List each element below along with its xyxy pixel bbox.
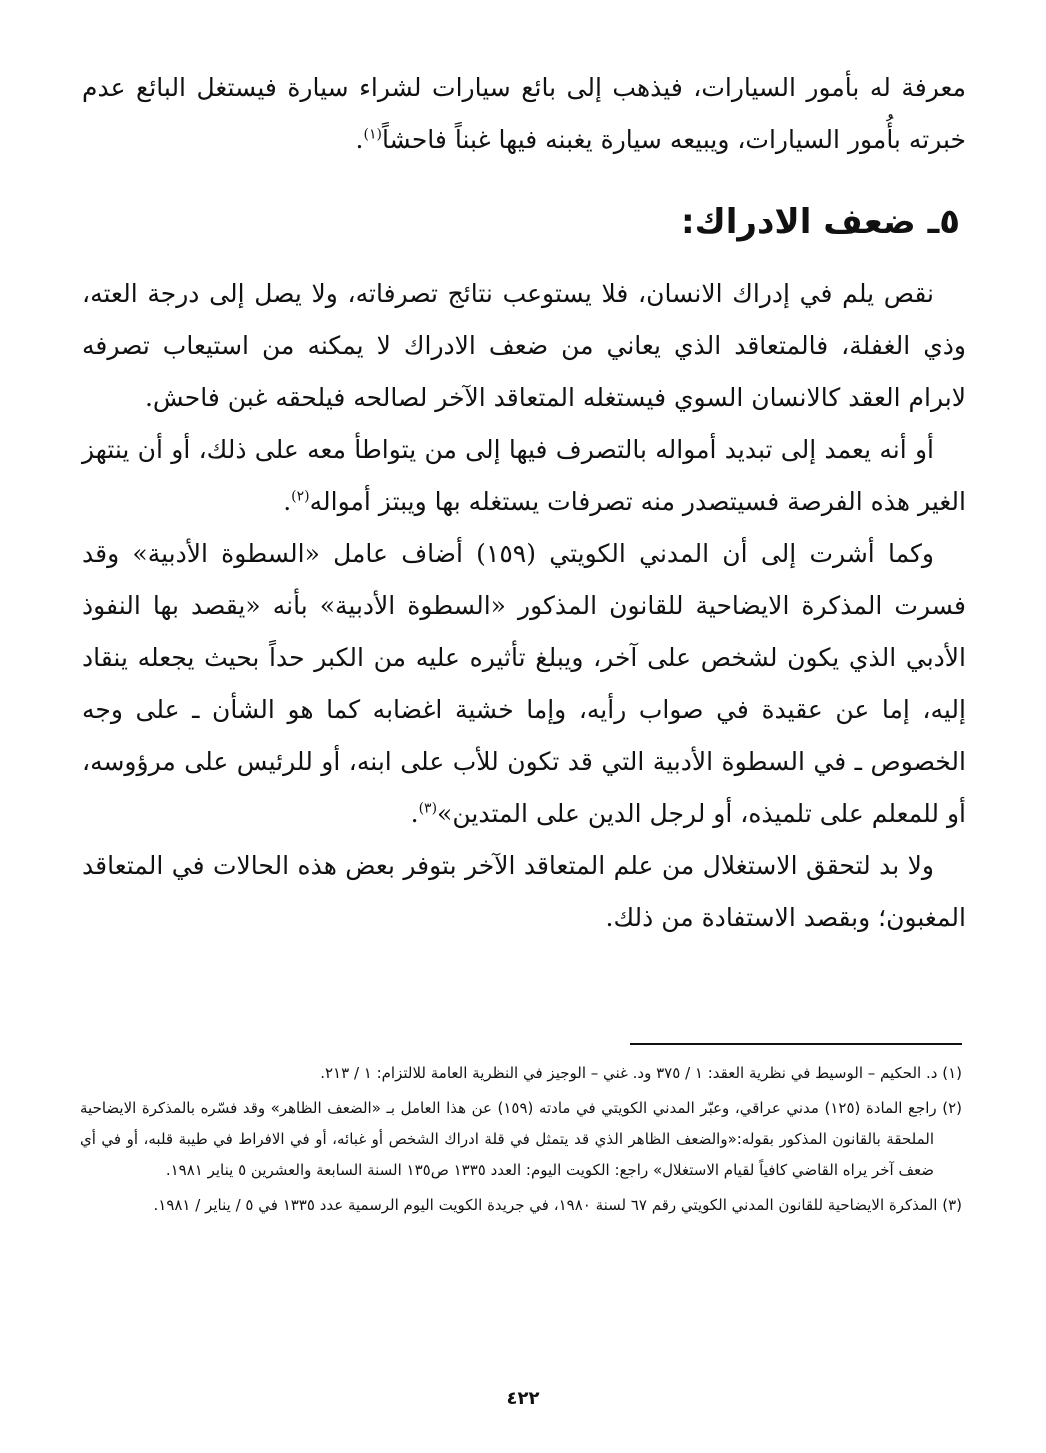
- paragraph-1: [82, 62, 966, 166]
- paragraph-4: [82, 528, 966, 840]
- section-heading: ٥ـ ضعف الادراك:: [680, 202, 960, 242]
- paragraph-1-text: معرفة له بأمور السيارات، فيذهب إلى بائع سيارات لشراء سيارة فيستغل البائع عدم خبرته بأُمور السيارات، ويبيعه سيارة يغبنه فيها غبناً فاحشاً: [82, 73, 966, 154]
- page-number: ٤٢٢: [506, 1388, 540, 1409]
- paragraph-5: ولا بد لتحقق الاستغلال من علم المتعاقد الآخر بتوفر بعض هذه الحالات في المتعاقد المغبون؛ وبقصد الاستفادة من ذلك.: [82, 851, 966, 932]
- paragraph-3: [82, 424, 966, 528]
- paragraph-3-end: .: [283, 487, 292, 516]
- footnote-2: (٢) راجع المادة (١٢٥) مدني عراقي، وعبّر المدني الكويتي في مادته (١٥٩) عن هذا العامل بـ «الضعف الظاهر» وقد فسّره بالمذكرة الايضاحية الملحقة بالقانون المذكور بقوله:«والضعف الظاهر الذي قد يتمثل في قلة ادراك الشخص أو غبائه، أو في الافراط في طيبة قلبه، أو في أي ضعف آخر يراه القاضي كافياً لقيام الاستغلال» راجع: الكويت اليوم: العدد ١٣٣٥ ص١٣٥ السنة السابعة والعشرين ٥ يناير ١٩٨١.: [80, 1099, 962, 1179]
- paragraph-4-text: وكما أشرت إلى أن المدني الكويتي (١٥٩) أضاف عامل «السطوة الأدبية» وقد فسرت المذكرة الايضاحية للقانون المذكور «السطوة الأدبية» بأنه «يقصد بها النفوذ الأدبي الذي يكون لشخص على آخر، ويبلغ تأثيره عليه من الكبر حداً بحيث يجعله ينقاد إليه، إما عن عقيدة في صواب رأيه، وإما خشية اغضابه كما هو الشأن ـ على وجه الخصوص ـ في السطوة الأدبية التي قد تكون للأب على ابنه، أو للرئيس على مرؤوسه، أو للمعلم على تلميذه، أو لرجل الدين على المتدين»: [82, 539, 966, 828]
- paragraph-3-text: أو أنه يعمد إلى تبديد أمواله بالتصرف فيها إلى من يتواطأ معه على ذلك، أو أن ينتهز الغير هذه الفرصة فسيتصدر منه تصرفات يستغله بها ويبتز أمواله: [82, 435, 966, 516]
- footnote-ref-3[interactable]: (٣): [418, 800, 438, 817]
- paragraph-4-end: .: [410, 799, 419, 828]
- paragraph-2: نقص يلم في إدراك الانسان، فلا يستوعب نتائج تصرفاته، ولا يصل إلى درجة العته، وذي الغفلة، فالمتعاقد الذي يعاني من ضعف الادراك لا يمكنه من استيعاب تصرفه لابرام العقد كالانسان السوي فيستغله المتعاقد الآخر لصالحه فيلحقه غبن فاحش.: [82, 279, 966, 412]
- footnote-ref-1[interactable]: (١): [363, 126, 382, 143]
- footnote-3: (٣) المذكرة الايضاحية للقانون المدني الكويتي رقم ٦٧ لسنة ١٩٨٠، في جريدة الكويت اليوم الرسمية عدد ١٣٣٥ في ٥ / يناير / ١٩٨١.: [153, 1196, 962, 1214]
- footnote-ref-2[interactable]: (٢): [291, 488, 310, 505]
- footnotes: [80, 1058, 962, 1225]
- footnote-1: (١) د. الحكيم – الوسيط في نظرية العقد: ١ / ٣٧٥ ود. غني – الوجيز في النظرية العامة للالتزام: ١ / ٢١٣.: [320, 1064, 962, 1082]
- footnote-separator: [630, 1043, 962, 1045]
- paragraph-1-end: .: [355, 125, 364, 154]
